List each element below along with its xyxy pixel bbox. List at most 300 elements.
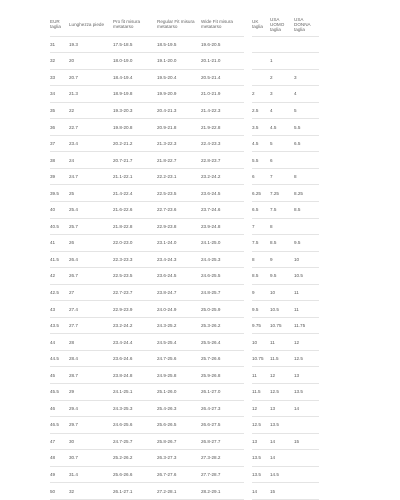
table-cell: 35 (50, 102, 69, 119)
table-cell: 23.8-24.7 (157, 284, 201, 301)
table-cell (294, 483, 319, 500)
table-cell: 15 (270, 483, 294, 500)
table-row (0, 69, 244, 86)
table-cell: 19.6-20.5 (201, 36, 244, 53)
table-row (0, 119, 244, 136)
table-cell: 29 (69, 383, 113, 400)
table-cell: 9.5 (270, 268, 294, 285)
table-cell (294, 218, 319, 235)
table-cell: 25.7-26.6 (201, 350, 244, 367)
table-cell: 48 (50, 450, 69, 467)
table-cell: 31.4 (69, 466, 113, 483)
row-margin (0, 284, 50, 301)
table-cell: 45.5 (50, 383, 69, 400)
row-margin (244, 317, 252, 334)
table-cell: 9 (252, 284, 270, 301)
table-cell: 23.2-24.2 (113, 317, 157, 334)
table-cell: 25 (69, 185, 113, 202)
table-cell: 20.7-21.7 (113, 152, 157, 169)
table-cell: 13.5 (252, 450, 270, 467)
column-header: Pro fit misura metatarso (113, 13, 157, 36)
table-cell: 27.7 (69, 317, 113, 334)
table-cell: 22.7-23.7 (113, 284, 157, 301)
table-cell: 22.0-23.0 (113, 235, 157, 252)
row-margin (244, 284, 252, 301)
table-cell-blank (319, 86, 400, 103)
table-cell: 22.8-23.7 (201, 152, 244, 169)
row-margin (244, 450, 252, 467)
table-row (0, 86, 244, 103)
row-margin (244, 36, 252, 53)
table-cell: 23.6-24.5 (157, 268, 201, 285)
table-cell-blank (319, 383, 400, 400)
row-margin (244, 185, 252, 202)
table-row (244, 152, 400, 169)
table-cell: 24.1-25.1 (113, 383, 157, 400)
table-row (0, 284, 244, 301)
table-cell: 42 (50, 268, 69, 285)
row-margin (244, 201, 252, 218)
table-cell-blank (319, 53, 400, 70)
row-margin (0, 168, 50, 185)
table-cell: 7 (270, 168, 294, 185)
table-cell (252, 69, 270, 86)
table-cell: 26.1-27.1 (113, 483, 157, 500)
table-cell-blank (319, 135, 400, 152)
table-row (244, 301, 400, 318)
table-cell-blank (319, 218, 400, 235)
table-row (0, 152, 244, 169)
table-row (0, 317, 244, 334)
table-cell: 25.4-26.3 (157, 400, 201, 417)
table-cell: 26.7 (69, 268, 113, 285)
table-row (244, 334, 400, 351)
table-cell: 7 (252, 218, 270, 235)
table-cell: 18.9-19.8 (113, 86, 157, 103)
row-margin (244, 53, 252, 70)
table-cell: 20.4-21.3 (157, 102, 201, 119)
table-cell: 49 (50, 466, 69, 483)
row-margin (0, 53, 50, 70)
row-margin (0, 268, 50, 285)
table-cell: 29.7 (69, 417, 113, 434)
table-cell: 23.7-24.6 (201, 201, 244, 218)
table-cell: 26.1-27.0 (201, 383, 244, 400)
table-cell: 23.4-24.3 (157, 251, 201, 268)
table-cell: 39.5 (50, 185, 69, 202)
column-header: Lunghezza piede (69, 13, 113, 36)
row-margin (244, 235, 252, 252)
table-cell: 23.1-24.0 (157, 235, 201, 252)
table-cell: 34 (50, 86, 69, 103)
table-cell: 44.5 (50, 350, 69, 367)
table-cell: 18.5-19.5 (157, 36, 201, 53)
table-cell: 29.4 (69, 400, 113, 417)
table-cell: 26.4 (69, 251, 113, 268)
table-cell: 21.8-22.8 (113, 218, 157, 235)
table-cell: 19.3 (69, 36, 113, 53)
column-header: UK taglia (252, 13, 270, 36)
table-row (0, 201, 244, 218)
table-row (244, 251, 400, 268)
table-cell: 43.5 (50, 317, 69, 334)
row-margin (0, 466, 50, 483)
table-row (0, 301, 244, 318)
table-cell: 14.5 (270, 466, 294, 483)
table-cell: 25.0-25.9 (201, 301, 244, 318)
row-margin (244, 483, 252, 500)
table-cell: 19.8-20.8 (113, 119, 157, 136)
row-margin (0, 483, 50, 500)
table-cell: 13.5 (252, 466, 270, 483)
row-margin (244, 251, 252, 268)
row-margin (244, 135, 252, 152)
row-margin (0, 450, 50, 467)
table-cell: 46 (50, 400, 69, 417)
right-size-table (244, 0, 400, 500)
table-cell-blank (319, 235, 400, 252)
table-cell: 45 (50, 367, 69, 384)
table-cell: 44 (50, 334, 69, 351)
table-cell: 9 (270, 251, 294, 268)
table-row (244, 433, 400, 450)
table-row (244, 53, 400, 70)
table-cell-blank (319, 334, 400, 351)
table-row (244, 483, 400, 500)
table-cell: 21.3 (69, 86, 113, 103)
row-margin (0, 135, 50, 152)
row-margin (0, 317, 50, 334)
table-cell-blank (319, 417, 400, 434)
table-row (244, 168, 400, 185)
table-cell: 4 (270, 102, 294, 119)
row-margin (244, 152, 252, 169)
table-cell: 25.6-26.5 (157, 417, 201, 434)
table-cell: 24.7-25.7 (113, 433, 157, 450)
row-margin (244, 119, 252, 136)
table-row (244, 135, 400, 152)
row-margin (244, 383, 252, 400)
table-cell: 32 (69, 483, 113, 500)
table-cell: 7.5 (270, 201, 294, 218)
table-cell: 27.4 (69, 301, 113, 318)
table-cell: 22.2-23.1 (157, 168, 201, 185)
table-cell: 2.5 (252, 102, 270, 119)
top-spacer (244, 0, 400, 13)
table-cell: 26.6-27.5 (201, 417, 244, 434)
table-cell: 10 (270, 284, 294, 301)
row-margin (0, 251, 50, 268)
table-cell: 11 (252, 367, 270, 384)
table-cell: 14 (270, 433, 294, 450)
table-row (0, 450, 244, 467)
row-margin (0, 69, 50, 86)
table-cell: 6.25 (252, 185, 270, 202)
table-cell: 25.4 (69, 201, 113, 218)
row-margin (0, 400, 50, 417)
table-cell: 5 (270, 135, 294, 152)
table-cell: 26.8-27.7 (201, 433, 244, 450)
table-cell: 21.6-22.6 (113, 201, 157, 218)
table-row (244, 86, 400, 103)
table-cell: 24.4-25.3 (201, 251, 244, 268)
table-cell: 20.1-21.0 (201, 53, 244, 70)
table-cell: 24.9-25.8 (157, 367, 201, 384)
table-cell: 38 (50, 152, 69, 169)
table-cell: 20 (69, 53, 113, 70)
row-margin (0, 218, 50, 235)
table-row (0, 350, 244, 367)
row-margin (244, 102, 252, 119)
table-cell: 36 (50, 119, 69, 136)
row-margin (244, 168, 252, 185)
table-cell: 22.3-23.3 (113, 251, 157, 268)
column-header: Regular Fit misura metatarso (157, 13, 201, 36)
table-cell: 10 (294, 251, 319, 268)
table-cell: 9.5 (252, 301, 270, 318)
table-cell: 33 (50, 69, 69, 86)
table-cell-blank (319, 284, 400, 301)
table-cell: 12.5 (270, 383, 294, 400)
table-row (0, 168, 244, 185)
table-cell: 21.1-22.1 (113, 168, 157, 185)
table-cell: 17.5-18.5 (113, 36, 157, 53)
table-cell: 23.8-24.8 (113, 367, 157, 384)
table-row (244, 201, 400, 218)
table-cell (252, 36, 270, 53)
table-cell (294, 450, 319, 467)
table-row (0, 417, 244, 434)
table-row (244, 119, 400, 136)
column-header: Wide Fit misura metatarso (201, 13, 244, 36)
row-margin (0, 367, 50, 384)
table-cell: 21.0-21.9 (201, 86, 244, 103)
table-cell-blank (319, 36, 400, 53)
table-cell: 6.5 (252, 201, 270, 218)
table-cell: 30 (69, 433, 113, 450)
table-cell-blank (319, 317, 400, 334)
table-cell-blank (319, 251, 400, 268)
row-margin (244, 350, 252, 367)
table-cell: 43 (50, 301, 69, 318)
table-cell: 23.4 (69, 135, 113, 152)
table-row (0, 135, 244, 152)
table-cell: 47 (50, 433, 69, 450)
row-margin (0, 152, 50, 169)
table-cell: 24.1-25.0 (201, 235, 244, 252)
row-margin (244, 69, 252, 86)
table-cell: 8.5 (294, 201, 319, 218)
table-cell: 19.5-20.4 (157, 69, 201, 86)
table-row (244, 466, 400, 483)
table-cell: 8.5 (252, 268, 270, 285)
table-cell: 31 (50, 36, 69, 53)
table-cell: 22.9-23.8 (157, 218, 201, 235)
table-cell: 20.7 (69, 69, 113, 86)
table-row (244, 284, 400, 301)
table-cell: 3.5 (252, 119, 270, 136)
table-cell: 14 (252, 483, 270, 500)
table-cell: 27.7-28.7 (201, 466, 244, 483)
table-cell: 26.4-27.3 (201, 400, 244, 417)
table-cell: 41.5 (50, 251, 69, 268)
table-cell: 25.1-26.0 (157, 383, 201, 400)
table-cell-blank (319, 466, 400, 483)
table-cell: 8 (294, 168, 319, 185)
table-cell: 41 (50, 235, 69, 252)
table-cell: 5 (294, 102, 319, 119)
table-row (244, 268, 400, 285)
table-row (244, 317, 400, 334)
table-cell: 21.9-22.8 (201, 119, 244, 136)
table-row (244, 450, 400, 467)
table-cell: 27 (69, 284, 113, 301)
table-cell (294, 36, 319, 53)
table-row (244, 69, 400, 86)
table-cell: 24 (69, 152, 113, 169)
table-cell: 6 (270, 152, 294, 169)
table-cell: 10.5 (294, 268, 319, 285)
header-row (244, 13, 400, 36)
row-margin (0, 350, 50, 367)
table-cell: 42.5 (50, 284, 69, 301)
row-margin (0, 36, 50, 53)
table-cell: 11 (294, 301, 319, 318)
table-row (0, 218, 244, 235)
table-cell: 8.5 (270, 235, 294, 252)
table-cell: 25.2-26.2 (113, 450, 157, 467)
table-cell: 26.7-27.6 (157, 466, 201, 483)
table-row (244, 185, 400, 202)
table-cell: 15 (294, 433, 319, 450)
table-cell: 8 (270, 218, 294, 235)
table-cell: 11.75 (294, 317, 319, 334)
table-cell: 28 (69, 334, 113, 351)
table-cell: 20.5-21.4 (201, 69, 244, 86)
table-cell: 22.5-23.5 (113, 268, 157, 285)
table-cell: 23.4-24.4 (113, 334, 157, 351)
table-cell: 23.2-24.2 (201, 168, 244, 185)
table-cell: 19.1-20.0 (157, 53, 201, 70)
row-margin (0, 235, 50, 252)
table-row (244, 417, 400, 434)
table-cell: 23.6-24.5 (201, 185, 244, 202)
table-cell: 10.75 (270, 317, 294, 334)
row-margin (0, 383, 50, 400)
table-cell: 26 (69, 235, 113, 252)
table-cell: 5.5 (252, 152, 270, 169)
table-row (244, 350, 400, 367)
table-row (0, 36, 244, 53)
table-cell: 28.4 (69, 350, 113, 367)
table-cell-blank (319, 350, 400, 367)
table-row (0, 466, 244, 483)
table-row (0, 102, 244, 119)
row-margin (0, 417, 50, 434)
table-cell: 7.25 (270, 185, 294, 202)
table-row (0, 367, 244, 384)
table-cell-blank (319, 367, 400, 384)
table-cell-blank (319, 483, 400, 500)
table-cell: 8 (252, 251, 270, 268)
table-cell: 24.0-24.9 (157, 301, 201, 318)
table-cell: 13.5 (270, 417, 294, 434)
table-cell: 25.5-26.4 (201, 334, 244, 351)
table-cell: 2 (270, 69, 294, 86)
table-cell: 11 (294, 284, 319, 301)
table-cell: 3 (294, 69, 319, 86)
table-row (0, 268, 244, 285)
table-cell-blank (319, 433, 400, 450)
table-row (244, 36, 400, 53)
table-cell: 12.5 (252, 417, 270, 434)
table-cell: 18.4-19.4 (113, 69, 157, 86)
table-cell: 4.5 (270, 119, 294, 136)
table-row (0, 185, 244, 202)
table-cell: 25.6-26.6 (113, 466, 157, 483)
row-margin (0, 102, 50, 119)
table-cell: 20.9-21.8 (157, 119, 201, 136)
table-cell: 40.5 (50, 218, 69, 235)
table-cell: 13 (294, 367, 319, 384)
table-cell: 11.5 (270, 350, 294, 367)
table-cell: 21.4-22.3 (201, 102, 244, 119)
table-cell: 24.8-25.7 (201, 284, 244, 301)
column-header: EUR taglia (50, 13, 69, 36)
table-cell-blank (319, 201, 400, 218)
table-row (0, 483, 244, 500)
table-cell: 26.3-27.3 (157, 450, 201, 467)
row-margin (0, 86, 50, 103)
table-cell: 12.5 (294, 350, 319, 367)
table-cell: 25.9-26.8 (201, 367, 244, 384)
table-row (244, 102, 400, 119)
table-cell: 4.5 (252, 135, 270, 152)
table-cell-blank (319, 400, 400, 417)
table-cell: 9.5 (294, 235, 319, 252)
row-margin (244, 466, 252, 483)
table-cell (270, 36, 294, 53)
row-margin (0, 185, 50, 202)
row-margin (0, 301, 50, 318)
table-cell: 12 (270, 367, 294, 384)
table-cell-blank (319, 268, 400, 285)
table-cell: 22 (69, 102, 113, 119)
table-cell: 1 (270, 53, 294, 70)
table-cell (294, 53, 319, 70)
table-cell (294, 417, 319, 434)
header-row (0, 13, 244, 36)
table-cell: 30.7 (69, 450, 113, 467)
table-row (0, 235, 244, 252)
table-cell: 25.8-26.7 (157, 433, 201, 450)
row-margin (244, 86, 252, 103)
table-cell: 46.5 (50, 417, 69, 434)
table-row (244, 383, 400, 400)
table-cell: 25.7 (69, 218, 113, 235)
table-cell: 13.5 (294, 383, 319, 400)
table-cell (294, 152, 319, 169)
row-margin (244, 400, 252, 417)
table-cell: 28.2-29.1 (201, 483, 244, 500)
table-cell: 23.6-24.6 (113, 350, 157, 367)
table-cell: 40 (50, 201, 69, 218)
table-cell: 22.9-23.9 (113, 301, 157, 318)
top-spacer (0, 0, 244, 13)
table-row (244, 218, 400, 235)
table-cell: 21.3-22.3 (157, 135, 201, 152)
row-margin (244, 433, 252, 450)
